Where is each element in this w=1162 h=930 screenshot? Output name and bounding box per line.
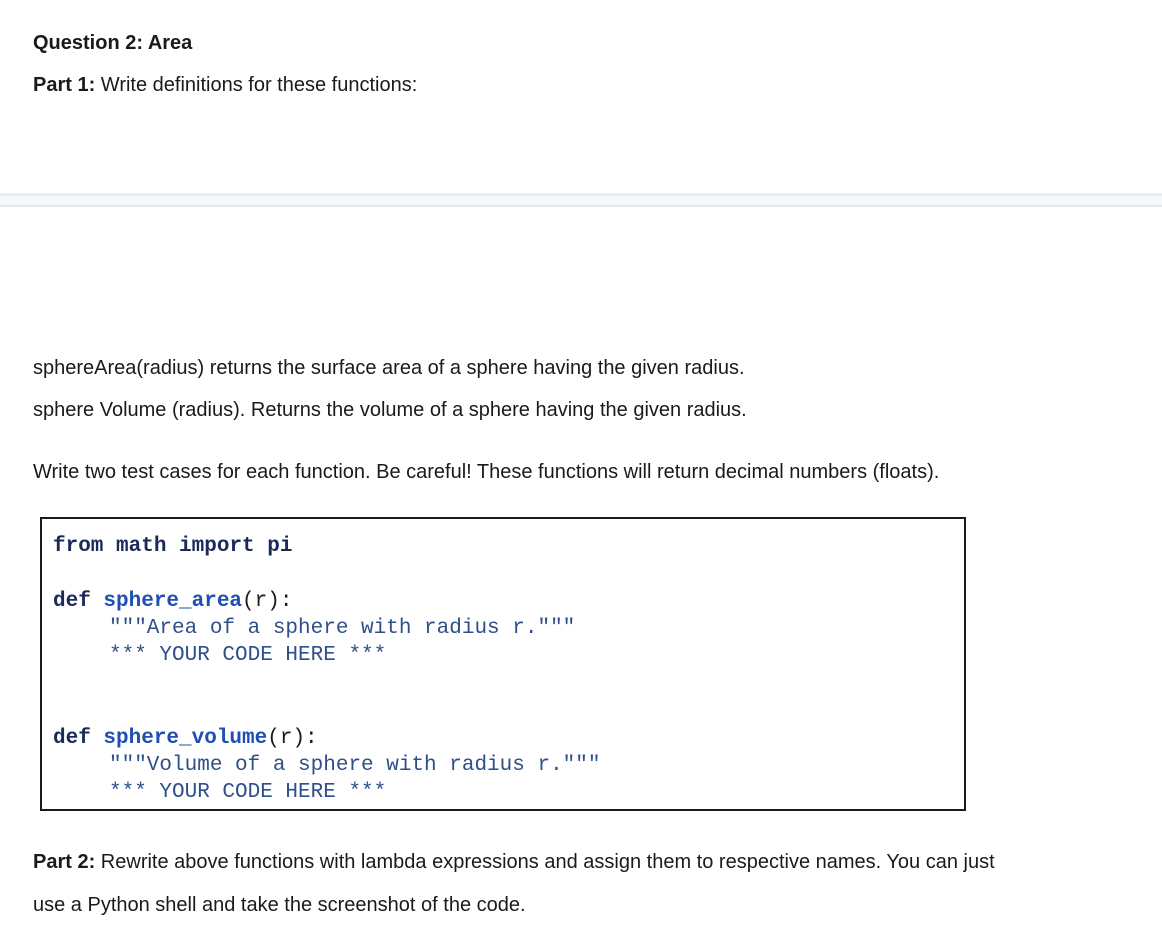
code-import-name: pi: [254, 535, 293, 558]
part2-text-line2: use a Python shell and take the screenshot of the code.: [33, 894, 526, 916]
question-number: Question 2: [33, 32, 137, 54]
sphere-volume-description: sphere Volume (radius). Returns the volume of a sphere having the given radius.: [33, 399, 747, 421]
code-keyword-def: def: [53, 590, 91, 613]
part1-label: Part 1:: [33, 74, 96, 96]
code-def-sphere-area: [53, 589, 292, 615]
code-docstring: """Area of a sphere with radius r.""": [109, 617, 576, 640]
code-keyword-import: import: [179, 535, 255, 558]
part2-text-line1: Rewrite above functions with lambda expressions and assign them to respective names. You can just: [95, 851, 995, 873]
code-module-name: math: [103, 535, 180, 558]
code-def-sphere-volume: [53, 726, 318, 752]
part1-heading: [33, 72, 417, 98]
code-block: [40, 517, 966, 811]
code-function-name: sphere_volume: [90, 727, 268, 750]
code-keyword-def: def: [53, 727, 91, 750]
part1-text: Write definitions for these functions:: [95, 74, 418, 96]
code-keyword-from: from: [53, 535, 104, 558]
code-placeholder: *** YOUR CODE HERE ***: [109, 781, 387, 804]
code-import-line: [53, 534, 292, 560]
question-topic: : Area: [136, 32, 193, 54]
code-function-name: sphere_area: [90, 590, 243, 613]
part2-label: Part 2:: [33, 851, 96, 873]
test-case-instruction: Write two test cases for each function. Be careful! These functions will return decimal numbers (floats).: [33, 461, 940, 483]
code-function-args: (r):: [267, 727, 318, 750]
part2-heading: [33, 849, 995, 875]
question-title: [33, 30, 192, 56]
code-placeholder: *** YOUR CODE HERE ***: [109, 644, 387, 667]
sphere-area-description: sphereArea(radius) returns the surface area of a sphere having the given radius.: [33, 357, 745, 379]
section-divider: [0, 193, 1162, 207]
code-function-args: (r):: [242, 590, 293, 613]
code-docstring: """Volume of a sphere with radius r.""": [109, 754, 601, 777]
